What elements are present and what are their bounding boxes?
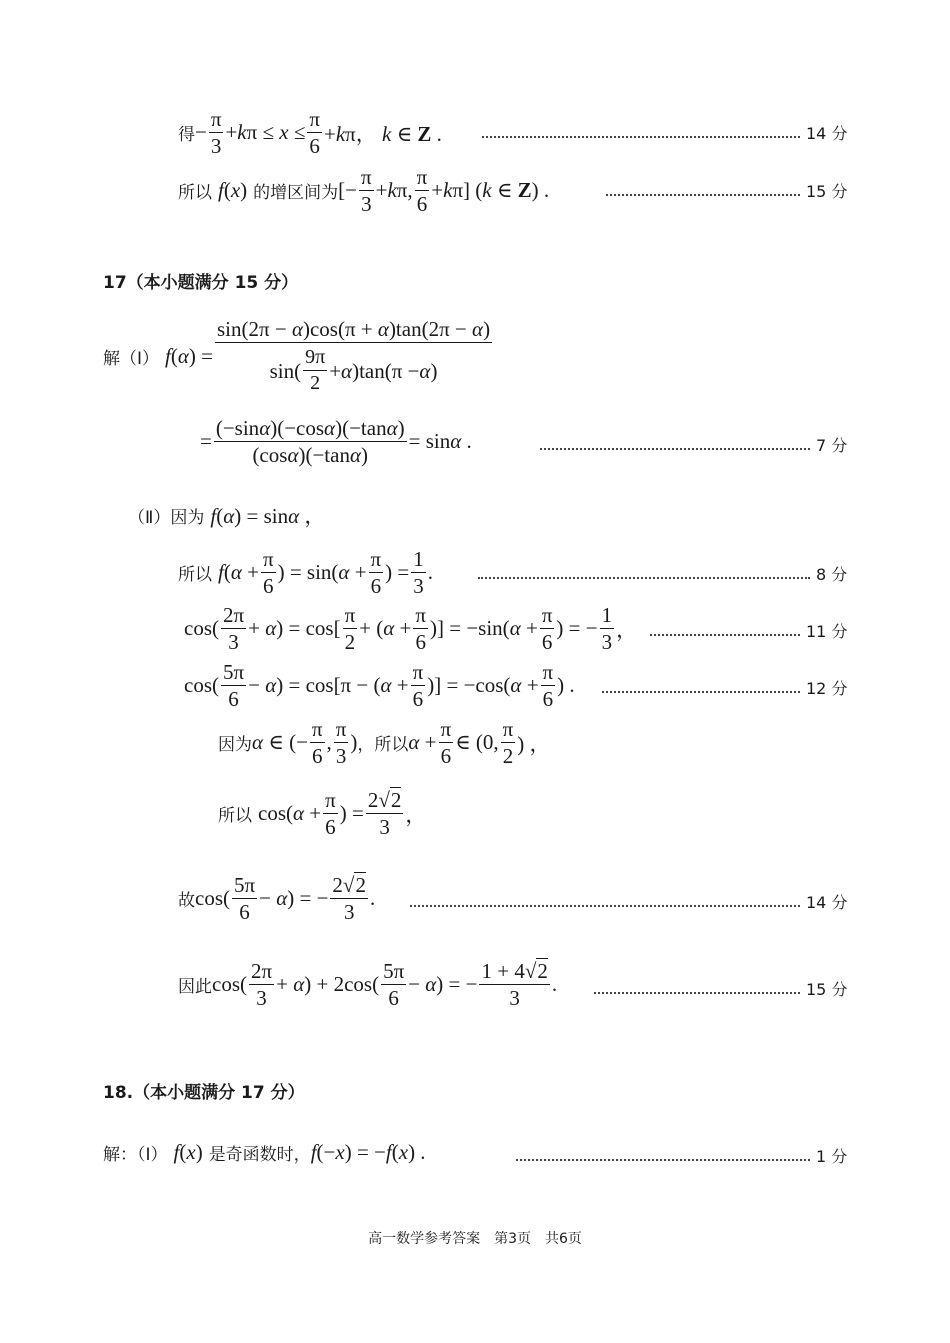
fraction: $\frac{\pi}{6}$: [415, 603, 426, 655]
fraction: $\frac{\pi}{6}$: [325, 788, 336, 840]
leader-dots: [478, 577, 810, 579]
score-mark: 7 分: [816, 436, 848, 455]
leader-dots: [650, 634, 800, 636]
fraction: $\frac{(-\sin\alpha)(-\cos\alpha)(-\tan\alpha)}{(\cos\alpha)(-\tan\alpha)}$: [215, 416, 405, 468]
range-line: 因为 α ∈ (− $\frac{\pi}{6}$ , $\frac{\pi}{3}$ ) ，所以 α + $\frac{\pi}{6}$ ∈ (0, $\frac{\pi}{2}$ ) ，: [218, 717, 551, 769]
lead-text: 所以: [178, 183, 212, 204]
mid-text: ，所以: [357, 735, 409, 756]
score-mark: 1 分: [816, 1147, 848, 1166]
score-mark: 12 分: [806, 679, 848, 698]
fraction: $\frac{\pi}{6}$: [416, 165, 428, 217]
fraction: $\frac{\pi}{6}$: [370, 547, 382, 599]
lead-text: 故: [178, 891, 195, 912]
fraction: $\frac{\pi}{6}$: [309, 107, 320, 159]
fraction: $\frac{\pi}{6}$: [311, 717, 323, 769]
lead-text: 所以: [218, 806, 252, 827]
fraction: $\frac{2√2}{3}$: [332, 873, 366, 925]
score-mark: 14 分: [806, 124, 848, 143]
fraction: $\frac{\pi}{6}$: [542, 660, 554, 712]
fraction: $\frac{1}{3}$: [601, 603, 613, 655]
q18-part-1-line: 解：（Ⅰ） f(x) 是奇函数时， f(−x) = −f(x) .: [103, 1140, 426, 1165]
leader-dots: [594, 992, 800, 994]
leader-dots: [540, 448, 810, 450]
fraction: $\frac{\pi}{2}$: [344, 603, 356, 655]
score-mark: 15 分: [806, 182, 848, 201]
lead-text: 解：（Ⅰ）: [103, 1145, 168, 1165]
fraction: $\frac{5\pi}{6}$: [234, 873, 256, 925]
lead-text: 因为: [218, 735, 252, 756]
part-2-premise: （Ⅱ）因为 f(α) = sinα ，: [128, 504, 326, 528]
fraction: $\frac{\pi}{3}$: [210, 107, 222, 159]
score-mark: 15 分: [806, 980, 848, 999]
fraction: $\frac{\pi}{6}$: [262, 547, 274, 599]
fraction: $\frac{\pi}{6}$: [541, 603, 553, 655]
leader-dots: [516, 1159, 810, 1161]
lead-text: 得: [178, 125, 195, 146]
given-value-line: 所以 f(α + $\frac{\pi}{6}$ ) = sin(α + $\frac{\pi}{6}$ ) = $\frac{1}{3}$ .: [178, 547, 433, 599]
fraction: sin(2π − α)cos(π + α)tan(2π − α) sin( $\frac{9\pi}{2}$ + α )tan(π − α ): [216, 317, 491, 395]
mid-text: 是奇函数时，: [208, 1145, 311, 1165]
fraction: $\frac{\pi}{3}$: [335, 717, 347, 769]
fraction: $\frac{\pi}{2}$: [502, 717, 514, 769]
question-17-title: 17（本小题满分 15 分）: [103, 273, 299, 293]
leader-dots: [482, 136, 800, 138]
fraction: $\frac{\pi}{6}$: [440, 717, 452, 769]
leader-dots: [410, 905, 800, 907]
simplification-line: = $\frac{(-\sin\alpha)(-\cos\alpha)(-\tan\alpha)}{(\cos\alpha)(-\tan\alpha)}$ = sinα .: [200, 416, 472, 468]
mid-text: 的增区间为: [253, 183, 339, 204]
fraction: $\frac{2\pi}{3}$: [251, 959, 273, 1011]
lead-text: 解（Ⅰ）: [103, 348, 160, 369]
score-mark: 14 分: [806, 893, 848, 912]
cos-second-line: cos( $\frac{5\pi}{6}$ − α) = cos[π − (α + $\frac{\pi}{6}$ )] = −cos(α + $\frac{\pi}{6}$ ) .: [184, 660, 575, 712]
fraction: $\frac{2√2}{3}$: [367, 788, 402, 840]
score-mark: 11 分: [806, 622, 848, 641]
fraction: $\frac{\pi}{3}$: [361, 165, 372, 217]
question-18-title: 18.（本小题满分 17 分）: [103, 1083, 305, 1103]
cos-result-line: 故 cos( $\frac{5\pi}{6}$ − α) = − $\frac{2√2}{3}$ .: [178, 873, 376, 925]
lead-text: 因此: [178, 977, 212, 998]
part-1-definition: 解（Ⅰ） f(α) = sin(2π − α)cos(π + α)tan(2π − α) sin( $\frac{9\pi}{2}$ + α )tan(π − α ): [103, 317, 491, 395]
cos-value-line: 所以 cos(α + $\frac{\pi}{6}$ ) = $\frac{2√2}{3}$ ，: [218, 788, 427, 840]
fraction: $\frac{1}{3}$: [413, 547, 424, 599]
lead-text: （Ⅱ）因为: [128, 507, 205, 528]
fraction: $\frac{2\pi}{3}$: [223, 603, 245, 655]
final-result-line: 因此 cos( $\frac{2\pi}{3}$ + α) + 2cos( $\frac{5\pi}{6}$ − α) = − $\frac{1 + 4√2}{3}$ .: [178, 959, 558, 1011]
increasing-interval-line: 所以 f(x) 的增区间为 [− $\frac{\pi}{3}$ +kπ, $\frac{\pi}{6}$ +kπ] (k ∈ Z) .: [178, 165, 550, 217]
cos-first-line: cos( $\frac{2\pi}{3}$ + α) = cos[ $\frac{\pi}{2}$ + (α + $\frac{\pi}{6}$ )] = −sin(α + $\frac{\pi}{6}$ ) = − $\frac{1}{3}$ ，: [184, 603, 638, 655]
lead-text: 所以: [178, 565, 212, 586]
fraction: $\frac{\pi}{6}$: [412, 660, 424, 712]
score-mark: 8 分: [816, 565, 848, 584]
leader-dots: [602, 691, 800, 693]
fraction: $\frac{5\pi}{6}$: [223, 660, 245, 712]
fraction: $\frac{1 + 4√2}{3}$: [481, 959, 548, 1011]
fraction: $\frac{5\pi}{6}$: [383, 959, 405, 1011]
inequality-line: 得 − $\frac{\pi}{3}$ +kπ ≤ x ≤ $\frac{\pi}{6}$ +kπ， k ∈ Z .: [178, 107, 442, 159]
leader-dots: [606, 194, 800, 196]
page-footer: 高一数学参考答案 第3页 共6页: [368, 1231, 582, 1247]
